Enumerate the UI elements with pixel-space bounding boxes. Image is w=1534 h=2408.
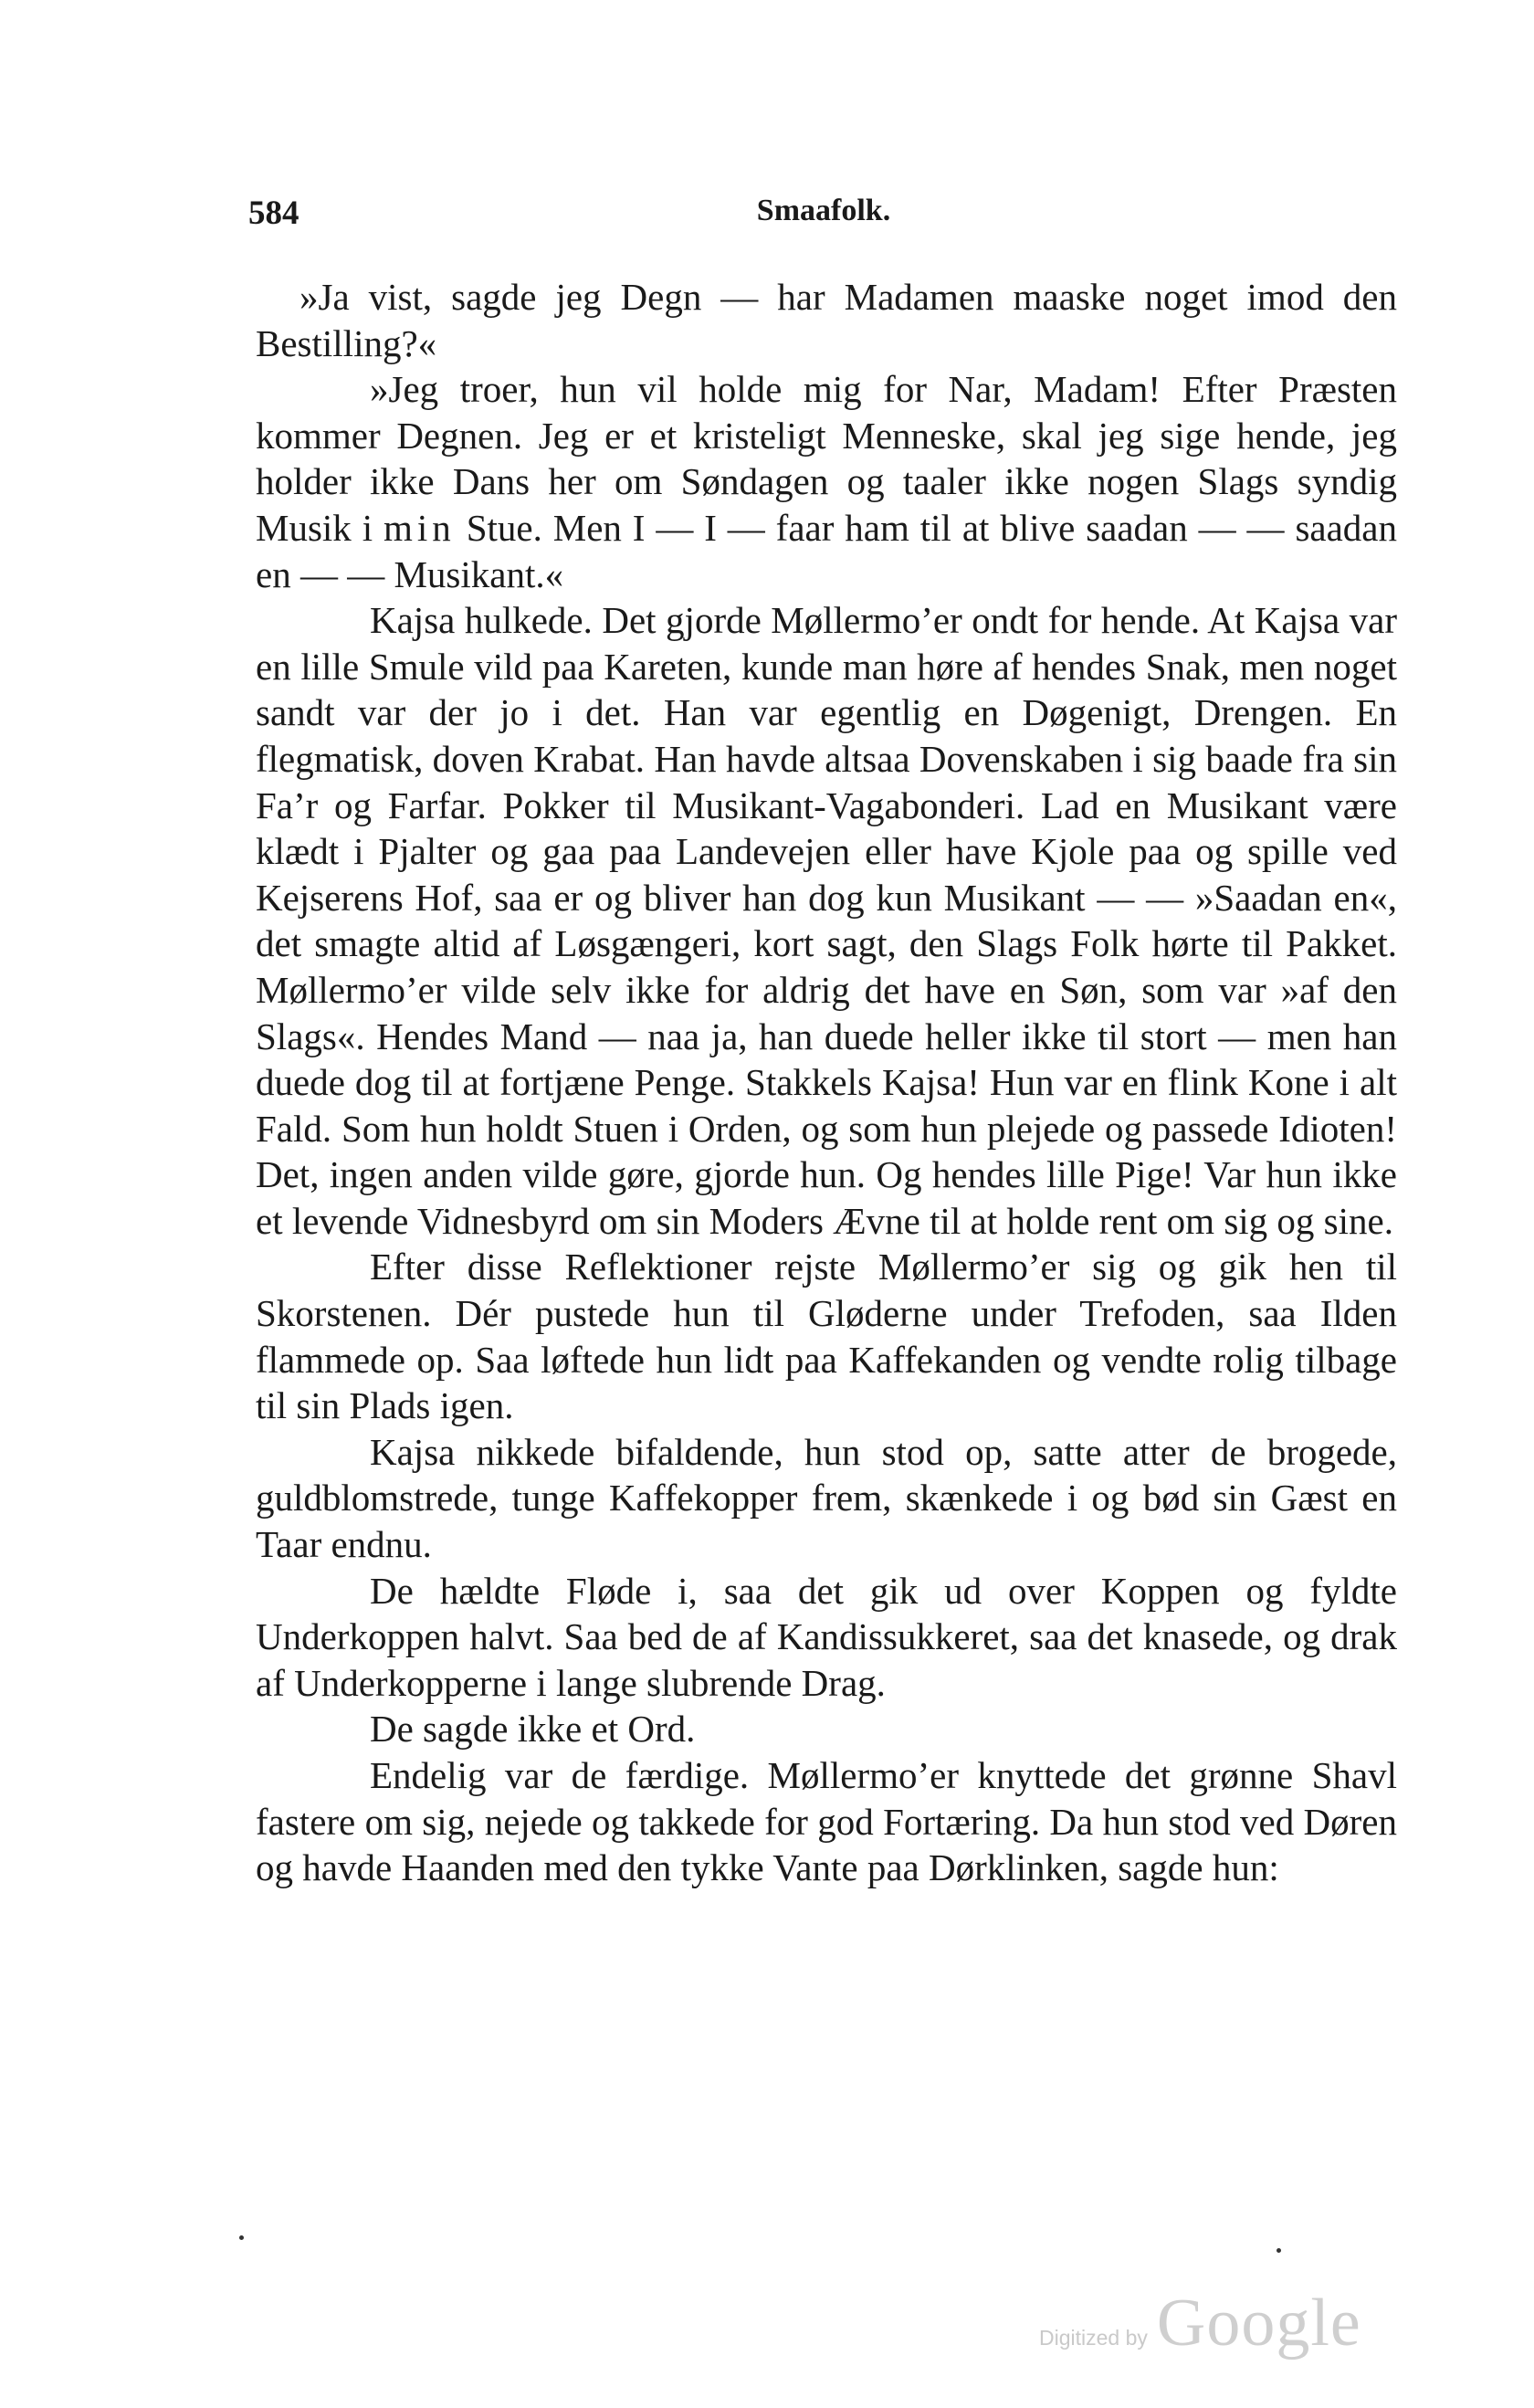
google-watermark (1039, 2285, 1361, 2362)
paragraph-1: »Ja vist, sagde jeg Degn — har Madamen maaske noget imod den Bestilling?« (256, 276, 1397, 364)
print-speck (1277, 2248, 1281, 2253)
paragraph-3: Kajsa hulkede. Det gjorde Møllermo’er ondt for hende. At Kajsa var en lille Smule vild paa Kareten, kunde man høre af hendes Snak, men noget sandt var der jo i det. Han var egentlig en Døgenigt, Drengen. En flegmatisk, doven Krabat. Han havde altsaa Dovenskaben i sig baade fra sin Fa’r og Farfar. Pokker til Musikant-Vagabonderi. Lad en Musikant være klædt i Pjalter og gaa paa Landevejen eller have Kjole paa og spille ved Kejserens Hof, saa er og bliver han dog kun Musikant — — »Saadan en«, det smagte altid af Løsgængeri, kort sagt, den Slags Folk hørte til Pakket. Møllermo’er vilde selv ikke for aldrig det have en Søn, som var »af den Slags«. Hendes Mand — naa ja, han duede heller ikke til stort — men han duede dog til at fortjæne Penge. Stakkels Kajsa! Hun var en flink Kone i alt Fald. Som hun holdt Stuen i Orden, og som hun plejede og passede Idioten! Det, ingen anden vilde gøre, gjorde hun. Og hendes lille Pige! Var hun ikke et levende Vidnesbyrd om sin Moders Ævne til at holde rent om sig og sine. (256, 599, 1397, 1242)
body-text (256, 274, 1397, 1891)
page-header (248, 194, 1399, 239)
paragraph-5: Kajsa nikkede bifaldende, hun stod op, satte atter de brogede, guldblomstrede, tunge Kaffekopper frem, skænkede i og bød sin Gæst en Taar endnu. (256, 1430, 1397, 1566)
print-speck (239, 2235, 244, 2240)
paragraph-6: De hældte Fløde i, saa det gik ud over Koppen og fyldte Underkoppen halvt. Saa bed de af Kandissukkeret, saa det knasede, og drak af Underkopperne i lange slubrende Drag. (256, 1569, 1397, 1704)
google-logo: Google (1156, 2286, 1361, 2361)
paragraph-2-part-b: Stue. Men I — I — faar ham til at blive saadan — — saadan en — — Musikant.« (256, 506, 1397, 595)
paragraph-8: Endelig var de færdige. Møllermo’er knyttede det grønne Shavl fastere om sig, nejede og takkede for god Fortæring. Da hun stod ved Døren og havde Haanden med den tykke Vante paa Dørklinken, sagde hun: (256, 1754, 1397, 1889)
watermark-prefix: Digitized by (1039, 2326, 1148, 2350)
spaced-emphasis: min (384, 506, 456, 549)
running-title: Smaafolk. (756, 194, 891, 227)
paragraph-4: Efter disse Reflektioner rejste Møllermo’er sig og gik hen til Skorstenen. Dér pustede hun til Gløderne under Trefoden, saa Ilden flammede op. Saa løftede hun lidt paa Kaffekanden og vendte rolig tilbage til sin Plads igen. (256, 1246, 1397, 1427)
paragraph-2 (256, 366, 1397, 597)
page-number: 584 (248, 195, 299, 232)
paragraph-7: De sagde ikke et Ord. (370, 1708, 696, 1751)
paragraph-2-part-a: »Jeg troer, hun vil holde mig for Nar, Madam! Efter Præsten kommer Degnen. Jeg er et kristeligt Menneske, skal jeg sige hende, jeg holder ikke Dans her om Søndagen og taaler ikke nogen Slags syndig Musik i (256, 368, 1397, 549)
